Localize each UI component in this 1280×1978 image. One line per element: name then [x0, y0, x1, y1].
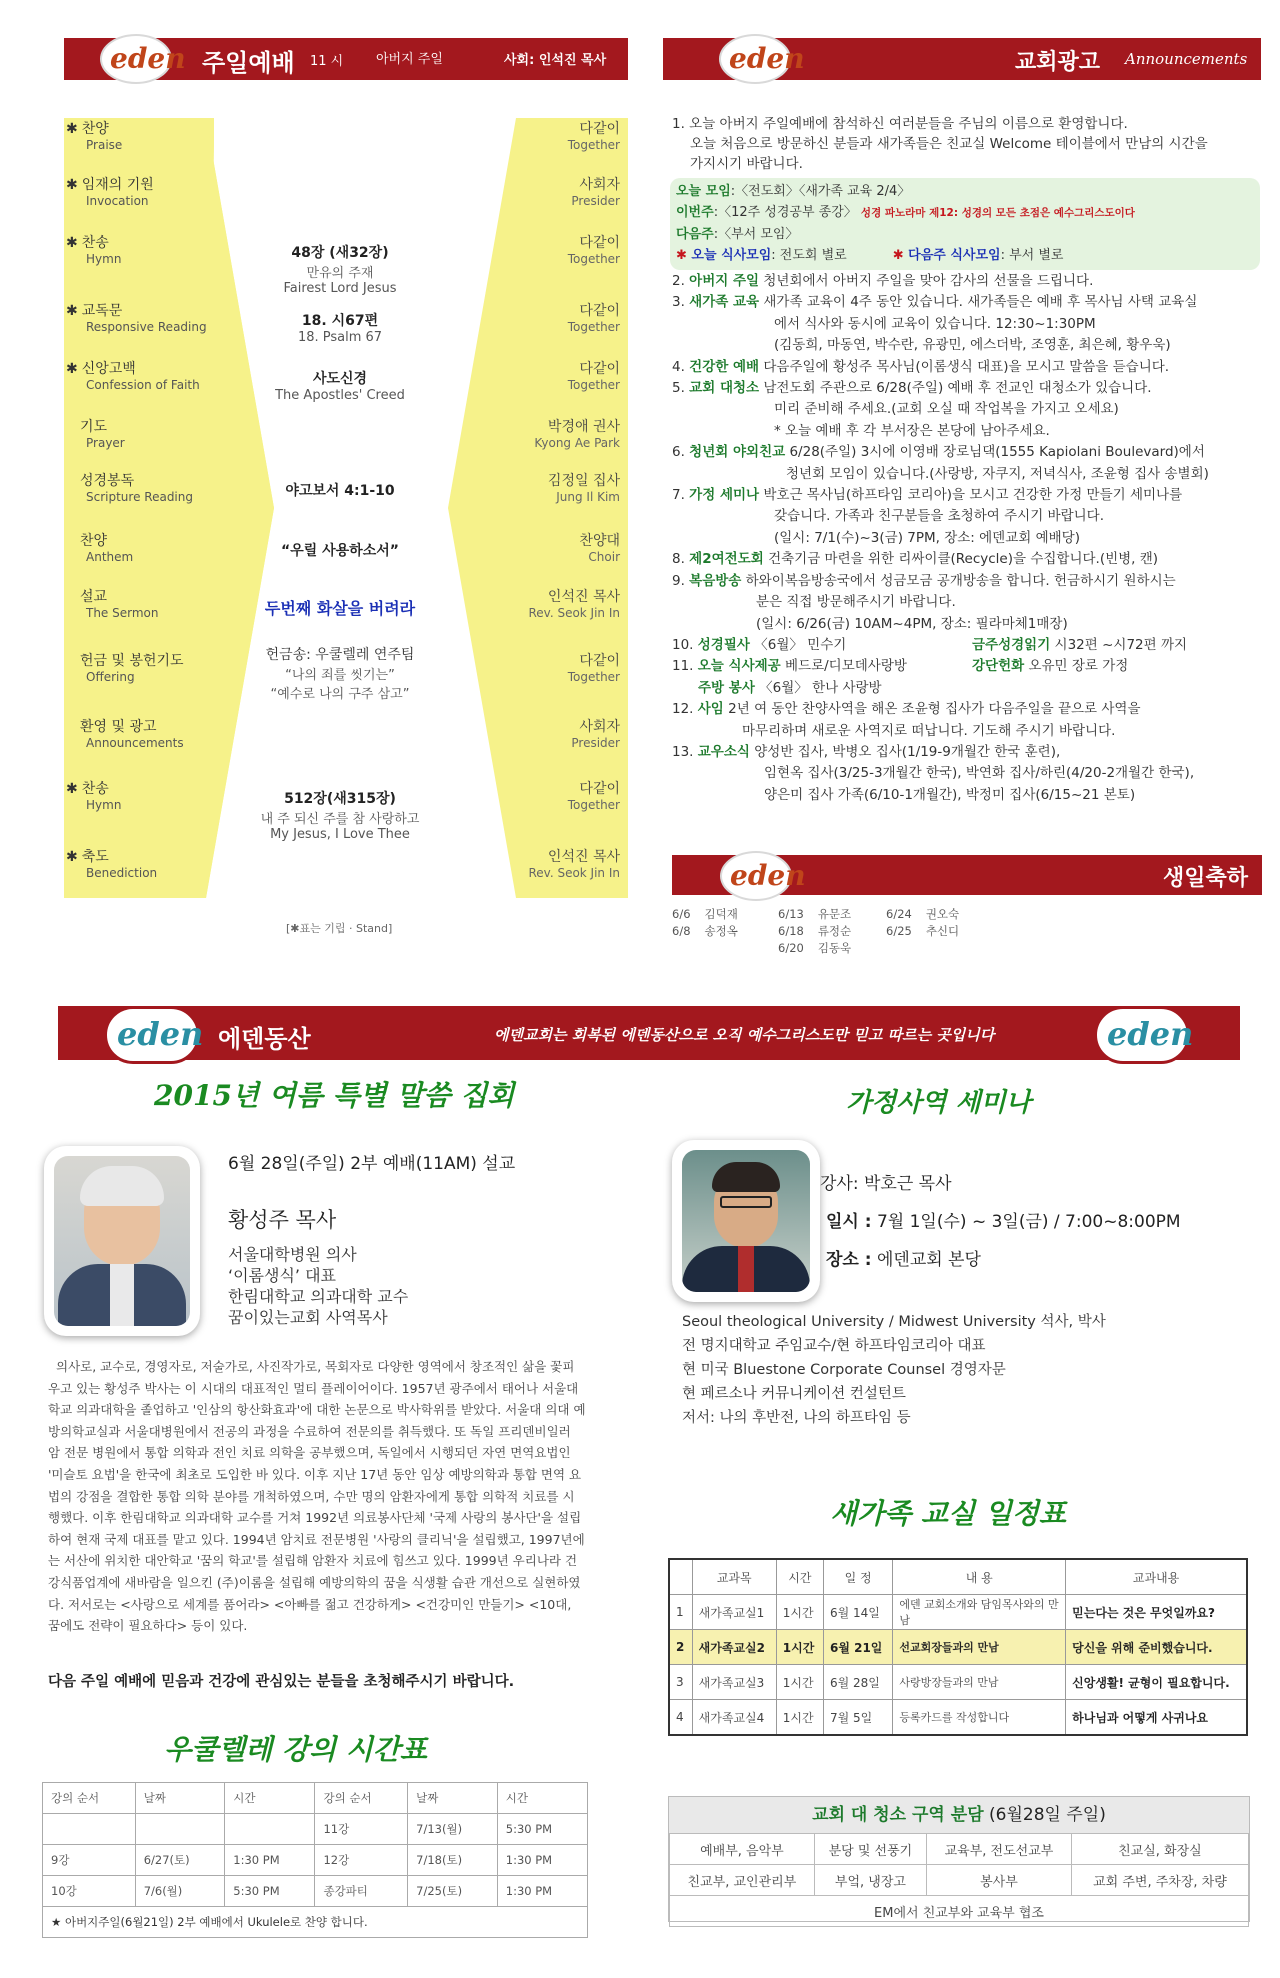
worship-presider: 사회: 인석진 목사: [504, 53, 607, 68]
birthday-entry: 6/18 류정순: [778, 924, 852, 938]
newfamily-cell: 1: [669, 1595, 692, 1630]
special-invite: 다음 주일 예배에 믿음과 건강에 관심있는 분들을 초청해주시기 바랍니다.: [48, 1674, 515, 1690]
table-row: [670, 1865, 1249, 1896]
newfamily-cell: 1시간: [776, 1630, 823, 1665]
table-row: [669, 1700, 1247, 1736]
table-row: [669, 1665, 1247, 1700]
ukulele-cell: 1:30 PM: [225, 1845, 315, 1876]
worship-item-label-en: Confession of Faith: [86, 378, 200, 392]
worship-time: 11 시: [310, 54, 344, 69]
special-bio: 의사로, 교수로, 경영자로, 저술가로, 사진작가로, 목회자로 다양한 영역에서 창조적인 삶을 꽃피우고 있는 황성주 박사는 이 시대의 대표적인 멀티 플레이어이다. 1957년 광주에서 태어나 서울대학교 의과대학을 졸업하고 '인삼의 항산화효과'에 대한 논문으로 박사학위를 받았다. 서울대 의대 예방의학교실과 서울대병원에서 전공의 과정을 수료하여 전문의를 취득했다. 또 독일 프리덴비일러 암 전문 병원에서 통합 의학과 전인 치료 의학을 공부했으며, 독일에서 시행되던 자연 면역요법인 '미슬토 요법'을 한국에 최초로 도입한 바 있다. 이후 지난 17년 동안 임상 예방의학과 통합 면역 요법의 강점을 결합한 통합 의학 분야를 개척하였으며, 수만 명의 암환자에게 통합 의학적 치료를 시행했다. 이후 한림대학교 의과대학 교수를 거쳐 1992년 의료봉사단체 '국제 사랑의 봉사단'을 설립하여 현재 국제 대표를 맡고 있다. 1994년 암치료 전문병원 '사랑의 클리닉'을 설립했고, 1997년에는 서산에 위치한 대안학교 '꿈의 학교'를 설립해 암환자 치료에 힘쓰고 있다. 1999년 우리나라 건강식품업계에 새바람을 일으킨 (주)이롬을 설립해 예방의학의 꿈을 식생활 습관 개선으로 실현하였다. 저서로는 <사랑으로 세계를 품어라> <아빠를 젊고 건강하게> <건강미인 만들기> <10대, 꿈에도 전략이 필요하다> 등이 있다.: [48, 1359, 586, 1634]
eden-logo-icon: eden: [104, 1006, 200, 1064]
eden-logo-icon: eden: [1094, 1006, 1190, 1064]
newfamily-header: 시간: [776, 1559, 823, 1595]
worship-item-3: ✱ 교독문 Responsive Reading: [66, 303, 207, 334]
worship-item-leader: 인석진 목사 Rev. Seok Jin In: [528, 849, 620, 880]
worship-item-label: 환영 및 광고: [80, 719, 157, 735]
special-title: 2015년 여름 특별 말씀 집회: [154, 1079, 515, 1112]
ukulele-cell: 7/18(토): [408, 1845, 498, 1876]
ukulele-cell: 10강: [43, 1876, 136, 1907]
birthday-entry: 6/6 김덕재: [672, 907, 738, 921]
worship-item-label-en: The Sermon: [86, 606, 159, 620]
cleaning-title: 교회 대 청소 구역 분담: [812, 1805, 984, 1825]
worship-item-label: 찬양: [81, 121, 109, 137]
worship-item-12: ✱ 축도 Benediction: [66, 849, 158, 880]
announcements-title-en: Announcements: [1125, 50, 1248, 68]
worship-item-label: 임재의 기원: [81, 177, 154, 193]
worship-item-leader: 다같이 Together: [567, 781, 620, 812]
worship-item-leader: 박경애 권사 Kyong Ae Park: [534, 419, 620, 450]
newfamily-header: 교과목: [692, 1559, 776, 1595]
ukulele-cell: 1:30 PM: [497, 1876, 587, 1907]
newfamily-cell: 새가족교실1: [692, 1595, 776, 1630]
birthday-title: 생일축하: [1162, 866, 1248, 891]
eden-banner: [58, 1006, 1240, 1060]
newfamily-header: 내 용: [893, 1559, 1066, 1595]
worship-item-detail: 사도신경 The Apostles' Creed: [275, 371, 405, 403]
eden-logo-icon: eden: [720, 851, 792, 901]
newfamily-header: 일 정: [823, 1559, 892, 1595]
newfamily-cell: 사랑방장들과의 만남: [893, 1665, 1066, 1700]
worship-item-label: 축도: [81, 849, 109, 865]
newfamily-cell: 등록카드를 작성합니다: [893, 1700, 1066, 1736]
worship-item-label: 찬송: [81, 781, 109, 797]
birthday-entry: 6/24 권오숙: [886, 907, 960, 921]
worship-item-detail: 야고보서 4:1-10: [285, 483, 395, 499]
eden-slogan: 에덴교회는 회복된 에덴동산으로 오직 예수그리스도만 믿고 따르는 곳입니다: [494, 1026, 995, 1044]
announcement-list: 2. 아버지 주일 청년회에서 아버지 주일을 맞아 감사의 선물을 드립니다. 3. 새가족 교육 새가족 교육이 4주 동안 있습니다. 새가족들은 예배 후 목사님 사택 교육실 에서 식사와 동시에 교육이 있습니다. 12:30~1:30PM (김동희, 마동연, 박수란, 유광민, 에스더박, 조영훈, 최은혜, 황우욱) 4. 건강한 예배 다음주일에 황성주 목사님(이롬생식 대표)을 모시고 말씀을 듣습니다. 5. 교회 대청소 남전도회 주관으로 6/28(주일) 예배 후 전교인 대청소가 있습니다. 미리 준비해 주세요.(교회 오실 때 작업복을 가지고 오세요) * 오늘 예배 후 각 부서장은 본당에 남아주세요. 6. 청년회 야외친교 6/28(주일) 3시에 이영배 장로님댁(1555 Kapiolani Boulevard)에서 청년회 모임이 있습니다.(사랑방, 자쿠지, 저녁식사, 조윤형 집사 송별회) 7. 가정 세미나 박호근 목사님(하프타임 코리아)을 모시고 건강한 가정 만들기 세미나를 갖습니다. 가족과 친구분들을 초청하여 주시기 바랍니다. (일시: 7/1(수)~3(금) 7PM, 장소: 에덴교회 예배당) 8. 제2여전도회 건축기금 마련을 위한 리싸이클(Recycle)을 수집합니다.(빈병, 캔) 9. 복음방송 하와이복음방송국에서 성금모금 공개방송을 합니다. 헌금하시기 원하시는 분은 직접 방문해주시기 바랍니다. (일시: 6/26(금) 10AM~4PM, 장소: 필라마체1매장) 10. 성경필사 〈6월〉 민수기 금주성경읽기 시32편 ~시72편 까지 11. 오늘 식사제공 베드로/디모데사랑방 강단헌화 오유민 장로 가정 주방 봉사 〈6월〉 한나 사랑방 12. 사임 2년 여 동안 찬양사역을 해온 조윤형 집사가 다음주일을 끝으로 사역을 마무리하며 새로운 사역지로 떠납니다. 기도해 주시기 바랍니다. 13. 교우소식 양성반 집사, 박병오 집사(1/19-9개월간 한국 훈련), 임현옥 집사(3/25-3개월간 한국), 박연화 집사/하린(4/20-2개월간 한국), 양은미 집사 가족(6/10-1개월간), 박정미 집사(6/15~21 본토): [672, 273, 1209, 803]
ukulele-header: 강의 순서: [43, 1783, 136, 1814]
worship-item-detail: 512장(새315장) 내 주 되신 주를 참 사랑하고 My Jesus, I Love Thee: [260, 791, 420, 842]
seminar-title: 가정사역 세미나: [846, 1088, 1031, 1118]
eden-logo-icon: eden: [719, 34, 791, 84]
worship-item-7: [66, 530, 133, 564]
table-row: [43, 1814, 588, 1845]
cleaning-cell: 분당 및 선풍기: [814, 1834, 926, 1865]
cleaning-cell: 부엌, 냉장고: [814, 1865, 926, 1896]
newfamily-cell: 7월 5일: [823, 1700, 892, 1736]
newfamily-cell: 새가족교실4: [692, 1700, 776, 1736]
worship-item-leader: 인석진 목사 Rev. Seok Jin In: [528, 589, 620, 620]
newfamily-cell: 새가족교실3: [692, 1665, 776, 1700]
special-speaker: 황성주 목사: [228, 1208, 337, 1232]
ukulele-cell: [43, 1814, 136, 1845]
worship-item-leader: 다같이 Together: [567, 361, 620, 392]
newfamily-header: [669, 1559, 692, 1595]
newfamily-cell: 6월 28일: [823, 1665, 892, 1700]
worship-item-leader: 다같이 Together: [567, 121, 620, 152]
eden-logo-icon: eden: [100, 34, 172, 84]
ukulele-cell: 7/13(월): [408, 1814, 498, 1845]
worship-item-label-en: Praise: [86, 138, 123, 152]
cleaning-cell: 예배부, 음악부: [670, 1834, 815, 1865]
worship-item-leader: 다같이 Together: [567, 653, 620, 684]
newfamily-cell: 새가족교실2: [692, 1630, 776, 1665]
ukulele-cell: 7/6(월): [135, 1876, 225, 1907]
worship-item-label-en: Announcements: [86, 736, 184, 750]
worship-item-leader: 사회자 Presider: [571, 719, 620, 750]
worship-item-label: 헌금 및 봉헌기도: [80, 653, 184, 669]
newfamily-title: 새가족 교실 일정표: [830, 1497, 1066, 1530]
announcement-1: 1. 오늘 아버지 주일예배에 참석하신 여러분들을 주님의 이름으로 환영합니다. 오늘 처음으로 방문하신 분들과 새가족들은 친교실 Welcome 테이블에서 만남의 시간을 가지시기 바랍니다.: [672, 116, 1208, 172]
worship-occasion: 아버지 주일: [376, 52, 443, 67]
table-row: [670, 1834, 1249, 1865]
worship-item-detail: 18. 시67편 18. Psalm 67: [297, 313, 383, 345]
worship-item-leader: 김정일 집사 Jung Il Kim: [547, 473, 620, 504]
ukulele-cell: 7/25(토): [408, 1876, 498, 1907]
worship-item-label-en: Prayer: [86, 436, 125, 450]
worship-item-leader: 사회자 Presider: [571, 177, 620, 208]
seminar-info: 강사: 박호근 목사 일시 : 7월 1일(수) ~ 3일(금) / 7:00~8:00PM 장소 : 에덴교회 본당: [820, 1174, 1181, 1270]
worship-item-label-en: Hymn: [86, 252, 122, 266]
cleaning-cell: 봉사부: [927, 1865, 1072, 1896]
ukulele-cell: 1:30 PM: [497, 1845, 587, 1876]
ukulele-table: [42, 1782, 588, 1938]
ukulele-cell: 9강: [43, 1845, 136, 1876]
worship-item-label-en: Invocation: [86, 194, 149, 208]
newfamily-cell: 1시간: [776, 1665, 823, 1700]
worship-item-leader: 다같이 Together: [567, 235, 620, 266]
worship-item-11: ✱ 찬송 Hymn: [66, 781, 122, 812]
newfamily-cell: 1시간: [776, 1595, 823, 1630]
ukulele-header: 강의 순서: [315, 1783, 408, 1814]
cleaning-table: [669, 1833, 1249, 1927]
ukulele-cell: [225, 1814, 315, 1845]
birthday-entry: 6/25 추신디: [886, 924, 960, 938]
worship-item-6: [66, 470, 193, 504]
newfamily-cell: 6월 21일: [823, 1630, 892, 1665]
ukulele-header: 시간: [497, 1783, 587, 1814]
worship-title: 주일예배: [202, 49, 295, 77]
worship-item-label: 찬양: [80, 533, 108, 549]
worship-item-label-en: Responsive Reading: [86, 320, 207, 334]
newfamily-cell: 선교회장들과의 만남: [893, 1630, 1066, 1665]
worship-item-leader: 찬양대 Choir: [579, 533, 620, 564]
worship-item-detail: 헌금송: 우쿨렐레 연주팀 “나의 죄를 씻기는” “예수로 나의 구주 삼고”: [265, 647, 415, 702]
announcements-title: 교회광고: [1015, 50, 1101, 75]
seminar-credentials: Seoul theological University / Midwest University 석사, 박사 전 명지대학교 주임교수/현 하프타임코리아 대표 현 미국 Bluestone Corporate Counsel 경영자문 현 페르소나 커뮤니케이션 컨설턴트 저서: 나의 후반전, 나의 하프타임 등: [682, 1314, 1106, 1426]
ukulele-cell: 11강: [315, 1814, 408, 1845]
ukulele-header: 날짜: [408, 1783, 498, 1814]
worship-item-8: [66, 586, 159, 620]
ukulele-cell: 종강파티: [315, 1876, 408, 1907]
worship-item-label: 신앙고백: [81, 361, 136, 377]
worship-item-9: [66, 650, 184, 684]
newfamily-cell: 당신을 위해 준비했습니다.: [1066, 1630, 1247, 1665]
ukulele-cell: 12강: [315, 1845, 408, 1876]
cleaning-cell: 교육부, 전도선교부: [927, 1834, 1072, 1865]
newfamily-cell: 4: [669, 1700, 692, 1736]
worship-item-label: 설교: [80, 589, 108, 605]
newfamily-cell: 믿는다는 것은 무엇일까요?: [1066, 1595, 1247, 1630]
ukulele-header: 날짜: [135, 1783, 225, 1814]
newfamily-cell: 신앙생활! 균형이 필요합니다.: [1066, 1665, 1247, 1700]
ukulele-title: 우쿨렐레 강의 시간표: [164, 1733, 427, 1766]
ukulele-note: ★ 아버지주일(6월21일) 2부 예배에서 Ukulele로 찬양 합니다.: [43, 1907, 588, 1938]
speaker-photo: [44, 1146, 200, 1336]
ukulele-cell: [135, 1814, 225, 1845]
newfamily-cell: 3: [669, 1665, 692, 1700]
meetings-list: 오늘 모임:〈전도회〉〈새가족 교육 2/4〉 이번주:〈12주 성경공부 종강〉 성경 파노라마 제12: 성경의 모든 초점은 예수그리스도이다 다음주:〈부서 모임〉 ✱ 오늘 식사모임: 전도회 별로 ✱ 다음주 식사모임: 부서 별로: [676, 184, 1135, 263]
cleaning-cell: 친교실, 화장실: [1071, 1834, 1248, 1865]
cleaning-cell: 교회 주변, 주차장, 차량: [1071, 1865, 1248, 1896]
table-row: [669, 1630, 1247, 1665]
worship-item-4: ✱ 신앙고백 Confession of Faith: [66, 361, 200, 392]
birthday-entry: 6/8 송정옥: [672, 924, 738, 938]
special-when: 6월 28일(주일) 2부 예배(11AM) 설교: [228, 1154, 516, 1174]
worship-item-0: ✱ 찬양 Praise: [66, 121, 123, 152]
table-row: [669, 1595, 1247, 1630]
newfamily-header: 교과내용: [1066, 1559, 1247, 1595]
cleaning-footer: EM에서 친교부와 교육부 협조: [670, 1896, 1249, 1927]
newfamily-cell: 하나님과 어떻게 사귀나요: [1066, 1700, 1247, 1736]
birthday-banner: [672, 855, 1262, 895]
worship-item-detail: 48장 (새32장) 만유의 주재 Fairest Lord Jesus: [283, 245, 397, 296]
ukulele-header: 시간: [225, 1783, 315, 1814]
worship-item-label-en: Benediction: [86, 866, 158, 880]
worship-item-1: ✱ 임재의 기원 Invocation: [66, 177, 154, 208]
worship-item-label: 기도: [80, 419, 108, 435]
worship-item-detail: 두번째 화살을 버려라: [264, 599, 416, 618]
worship-item-5: [66, 416, 125, 450]
worship-footnote: [✱표는 기립 · Stand]: [286, 922, 393, 935]
cleaning-cell: 친교부, 교인관리부: [670, 1865, 815, 1896]
newfamily-cell: 1시간: [776, 1700, 823, 1736]
worship-item-label: 교독문: [81, 303, 123, 319]
worship-item-label: 성경봉독: [80, 473, 135, 489]
birthday-entry: 6/20 김동욱: [778, 941, 852, 955]
newfamily-cell: 6월 14일: [823, 1595, 892, 1630]
newfamily-cell: 에덴 교회소개와 담임목사와의 만남: [893, 1595, 1066, 1630]
ukulele-cell: 5:30 PM: [225, 1876, 315, 1907]
worship-item-detail: “우릴 사용하소서”: [281, 543, 399, 559]
table-row: [43, 1876, 588, 1907]
worship-item-label-en: Offering: [86, 670, 135, 684]
birthday-entry: 6/13 유문조: [778, 907, 852, 921]
announcements-banner: [663, 38, 1261, 80]
worship-item-10: [66, 716, 184, 750]
newfamily-cell: 2: [669, 1630, 692, 1665]
ukulele-cell: 5:30 PM: [497, 1814, 587, 1845]
ukulele-cell: 6/27(토): [135, 1845, 225, 1876]
seminar-speaker-photo: [672, 1140, 820, 1302]
worship-item-label-en: Scripture Reading: [86, 490, 193, 504]
worship-item-label-en: Anthem: [86, 550, 134, 564]
worship-item-2: ✱ 찬송 Hymn: [66, 235, 122, 266]
worship-item-leader: 다같이 Together: [567, 303, 620, 334]
worship-item-label: 찬송: [81, 235, 109, 251]
cleaning-date: (6월28일 주일): [989, 1805, 1106, 1825]
eden-title: 에덴동산: [218, 1025, 311, 1053]
special-credentials: 서울대학병원 의사 ‘이롬생식’ 대표 한림대학교 의과대학 교수 꿈이있는교회 사역목사: [228, 1245, 409, 1327]
table-row: [43, 1845, 588, 1876]
newfamily-table: [668, 1558, 1248, 1736]
worship-item-label-en: Hymn: [86, 798, 122, 812]
cleaning-box: [668, 1796, 1250, 1922]
worship-banner: [64, 38, 628, 80]
